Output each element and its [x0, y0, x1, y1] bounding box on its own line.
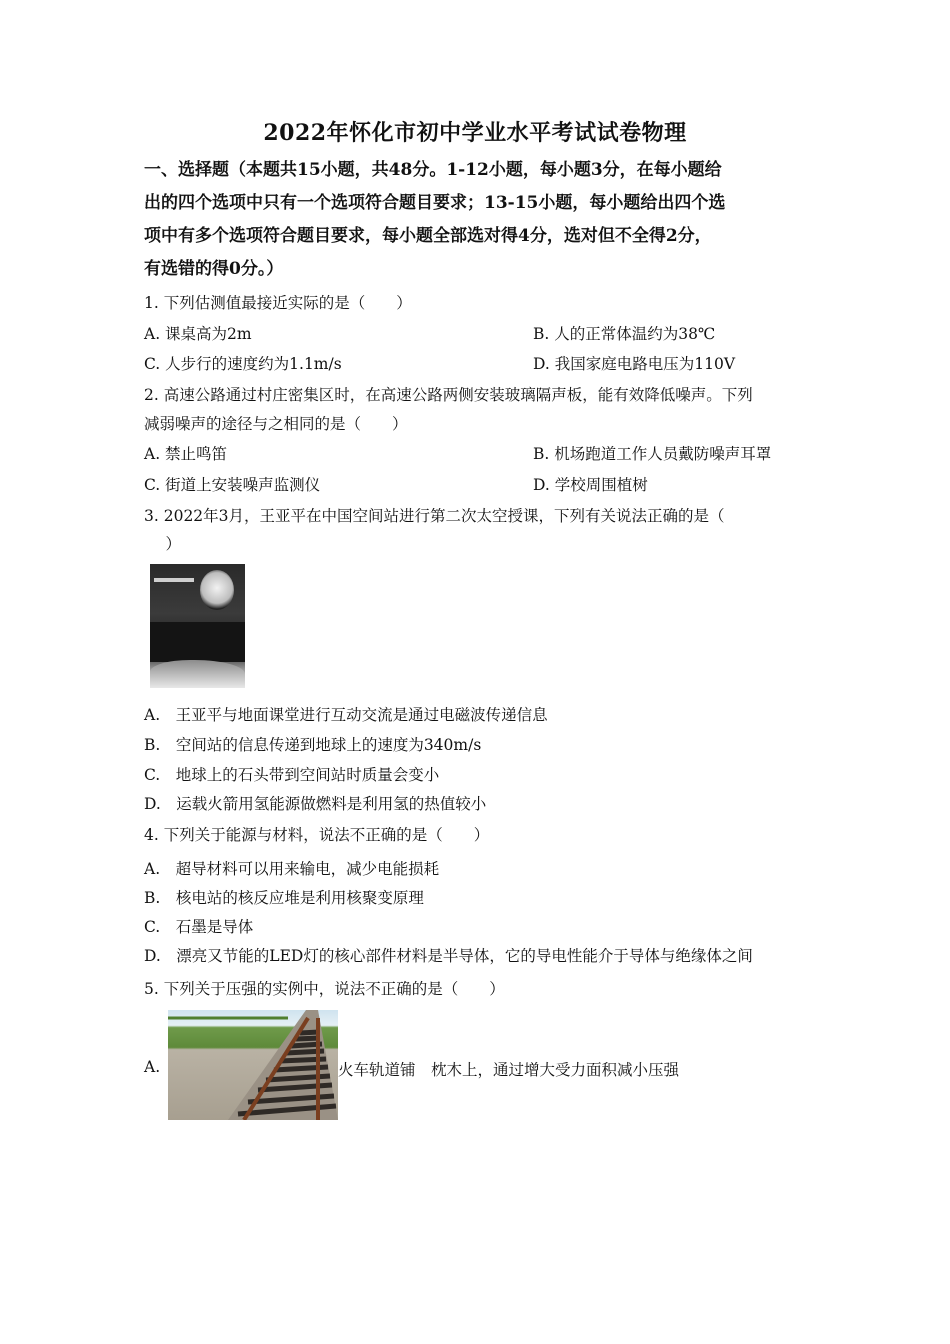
photo-desk: [150, 622, 245, 662]
question-3-option-a: A. 王亚平与地面课堂进行互动交流是通过电磁波传递信息: [144, 706, 548, 724]
question-3-stem-line-2: ）: [150, 535, 182, 553]
question-1-option-d: D. 我国家庭电路电压为110V: [533, 355, 736, 373]
photo-equipment: [154, 578, 194, 582]
question-3-option-b: B. 空间站的信息传递到地球上的速度为340m/s: [144, 736, 482, 754]
question-4-option-a: A. 超导材料可以用来输电，减少电能损耗: [144, 860, 440, 878]
space-class-photo: [150, 564, 245, 688]
question-5-option-a-label: A.: [144, 1058, 161, 1076]
railway-track-drawing: [168, 1010, 338, 1120]
question-2-stem-line-1: 2. 高速公路通过村庄密集区时，在高速公路两侧安装玻璃隔声板，能有效降低噪声。下列: [144, 386, 753, 404]
question-5-stem: 5. 下列关于压强的实例中，说法不正确的是（ ）: [144, 980, 505, 998]
question-2-option-c: C. 街道上安装噪声监测仪: [144, 476, 321, 494]
question-4-option-c: C. 石墨是导体: [144, 918, 254, 936]
question-2-option-a: A. 禁止鸣笛: [144, 445, 228, 463]
question-4-option-b: B. 核电站的核反应堆是利用核聚变原理: [144, 889, 424, 907]
page-title: 2022年怀化市初中学业水平考试试卷物理: [263, 120, 687, 146]
question-4-stem: 4. 下列关于能源与材料，说法不正确的是（ ）: [144, 826, 490, 844]
question-3-stem-line-1: 3. 2022年3月，王亚平在中国空间站进行第二次太空授课，下列有关说法正确的是（: [144, 507, 725, 525]
question-1-option-c: C. 人步行的速度约为1.1m/s: [144, 355, 342, 373]
question-5-option-a-text: 火车轨道铺 枕木上，通过增大受力面积减小压强: [338, 1061, 680, 1079]
question-3-option-d: D. 运载火箭用氢能源做燃料是利用氢的热值较小: [144, 795, 487, 813]
photo-earth: [150, 660, 245, 688]
question-1-option-b: B. 人的正常体温约为38℃: [533, 325, 716, 343]
section-header-line-4: 有选错的得0分。）: [144, 259, 284, 279]
question-2-stem-line-2: 减弱噪声的途径与之相同的是（ ）: [144, 415, 408, 433]
question-1-option-a: A. 课桌高为2m: [144, 325, 252, 343]
question-2-option-d: D. 学校周围植树: [533, 476, 648, 494]
question-4-option-d: D. 漂亮又节能的LED灯的核心部件材料是半导体，它的导电性能介于导体与绝缘体之间: [144, 947, 753, 965]
railway-track-photo: [168, 1010, 338, 1120]
question-1-stem: 1. 下列估测值最接近实际的是（ ）: [144, 294, 412, 312]
section-header-line-3: 项中有多个选项符合题目要求，每小题全部选对得4分，选对但不全得2分，: [144, 226, 712, 246]
question-2-option-b: B. 机场跑道工作人员戴防噪声耳罩: [533, 445, 772, 463]
section-header-line-1: 一、选择题（本题共15小题，共48分。1-12小题，每小题3分，在每小题给: [144, 160, 722, 180]
photo-person: [200, 570, 234, 610]
section-header-line-2: 出的四个选项中只有一个选项符合题目要求；13-15小题，每小题给出四个选: [144, 193, 726, 213]
question-3-option-c: C. 地球上的石头带到空间站时质量会变小: [144, 766, 440, 784]
